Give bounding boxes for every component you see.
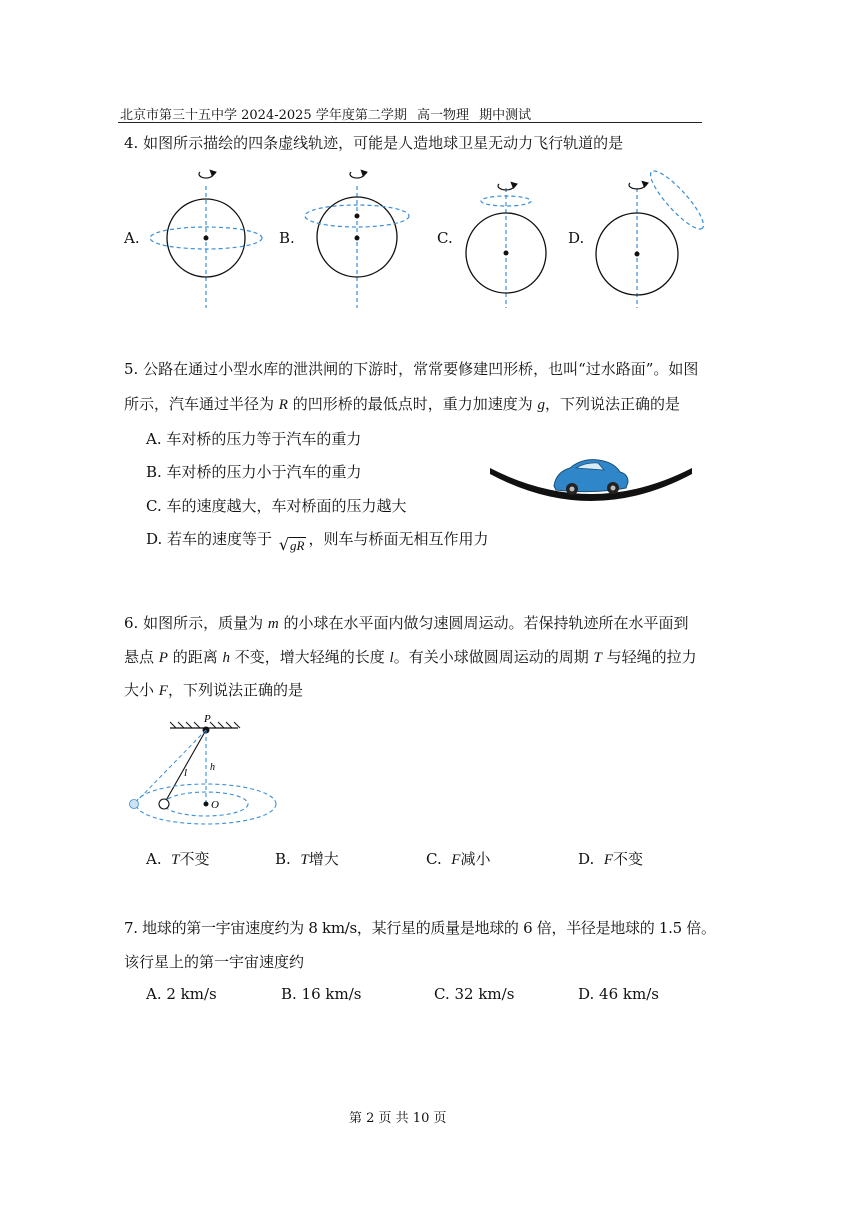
figure-b-earth-orbit (305, 172, 409, 308)
label-h: h (210, 762, 215, 773)
q5-stem-text-c: ，下列说法正确的是 (545, 395, 681, 413)
q4-stem: 4. 如图所示描绘的四条虚线轨迹，可能是人造地球卫星无动力飞行轨道的是 (124, 134, 624, 152)
sqrt-gR: √gR (278, 535, 305, 554)
q5-bridge-figure (486, 448, 706, 518)
label-l: l (184, 767, 188, 779)
header-exam: 期中测试 (479, 108, 532, 123)
var-h: h (222, 650, 230, 666)
q6-opt-d-text: 不变 (612, 850, 643, 868)
header-course: 高一物理 (416, 108, 469, 123)
page-footer: 第 2 页 共 10 页 (349, 1111, 447, 1126)
q5-option-b: B. 车对桥的压力小于汽车的重力 (146, 463, 362, 481)
var-R: R (278, 397, 288, 413)
q5-option-d-text-b: ，则车与桥面无相互作用力 (308, 530, 489, 548)
q6-line2-e: 与轻绳的拉力 (601, 648, 697, 666)
var-T: T (593, 650, 602, 666)
car-icon (554, 460, 628, 495)
q6-stem-line3 (124, 679, 303, 700)
q5-stem-line1: 5. 公路在通过小型水库的泄洪闸的下游时，常常要修建凹形桥，也叫“过水路面”。如图 (124, 360, 699, 378)
q6-opt-a-text: 不变 (179, 850, 210, 868)
var-F: F (158, 683, 168, 699)
q6-line1-b: 的小球在水平面内做匀速圆周运动。若保持轨迹所在水平面到 (278, 614, 689, 632)
figure-d-earth-orbit (596, 165, 710, 308)
q4-figures (0, 0, 867, 340)
q4-label-a: A. (124, 229, 140, 247)
q6-opt-c-text: 减小 (460, 850, 491, 868)
q6-line1-a: 6. 如图所示，质量为 (124, 614, 268, 632)
q6-line3-b: ，下列说法正确的是 (167, 681, 303, 699)
var-P: P (158, 650, 168, 666)
q5-option-c: C. 车的速度越大，车对桥面的压力越大 (146, 497, 407, 515)
q6-opt-a-label: A. (146, 850, 162, 868)
q6-opt-b-var: T (300, 852, 309, 868)
q5-stem-line2 (124, 393, 680, 414)
q4-label-b: B. (279, 229, 295, 247)
figure-a-earth-orbit (150, 172, 262, 308)
q7-option-c: C. 32 km/s (434, 985, 515, 1003)
q7-option-d: D. 46 km/s (578, 985, 659, 1003)
q6-opt-a-var: T (171, 852, 180, 868)
q4-label-c: C. (437, 229, 453, 247)
q7-stem-line2: 该行星上的第一宇宙速度约 (124, 953, 305, 971)
q6-line2-a: 悬点 (124, 648, 159, 666)
q5-stem-text-a: 所示，汽车通过半径为 (124, 395, 279, 413)
q6-opt-b-text: 增大 (308, 850, 339, 868)
figure-c-earth-orbit (466, 184, 546, 308)
q6-stem-line1 (124, 612, 688, 633)
q6-option-a (146, 848, 210, 869)
label-O: O (211, 799, 219, 811)
header-school: 北京市第三十五中学 2024-2025 学年度第二学期 (120, 108, 407, 123)
q6-option-d (578, 848, 643, 869)
q6-opt-c-var: F (451, 852, 461, 868)
q6-line2-d: 。有关小球做圆周运动的周期 (393, 648, 594, 666)
sqrt-radicand: gR (290, 538, 305, 553)
q7-stem-line1: 7. 地球的第一宇宙速度约为 8 km/s，某行星的质量是地球的 6 倍，半径是地球的 1.5 倍。 (124, 919, 716, 937)
q7-option-b: B. 16 km/s (281, 985, 362, 1003)
q6-conical-pendulum-figure (120, 712, 290, 842)
q6-line2-b: 的距离 (167, 648, 223, 666)
q5-stem-text-b: 的凹形桥的最低点时，重力加速度为 (287, 395, 538, 413)
var-l: l (389, 650, 394, 666)
q6-line2-c: 不变，增大轻绳的长度 (230, 648, 390, 666)
q6-opt-c-label: C. (426, 850, 442, 868)
q6-line3-a: 大小 (124, 681, 159, 699)
q5-option-a: A. 车对桥的压力等于汽车的重力 (146, 430, 362, 448)
q5-option-d-text-a: D. 若车的速度等于 (146, 530, 273, 548)
q6-opt-d-var: F (603, 852, 613, 868)
var-m: m (267, 616, 279, 632)
q5-option-d (146, 528, 488, 554)
q4-label-d: D. (568, 229, 585, 247)
q6-option-c (426, 848, 490, 869)
label-P: P (204, 713, 211, 725)
q7-option-a: A. 2 km/s (146, 985, 217, 1003)
q6-option-b (275, 848, 339, 869)
var-g: g (537, 397, 545, 413)
q6-opt-b-label: B. (275, 850, 291, 868)
q6-stem-line2 (124, 646, 697, 667)
q6-opt-d-label: D. (578, 850, 595, 868)
